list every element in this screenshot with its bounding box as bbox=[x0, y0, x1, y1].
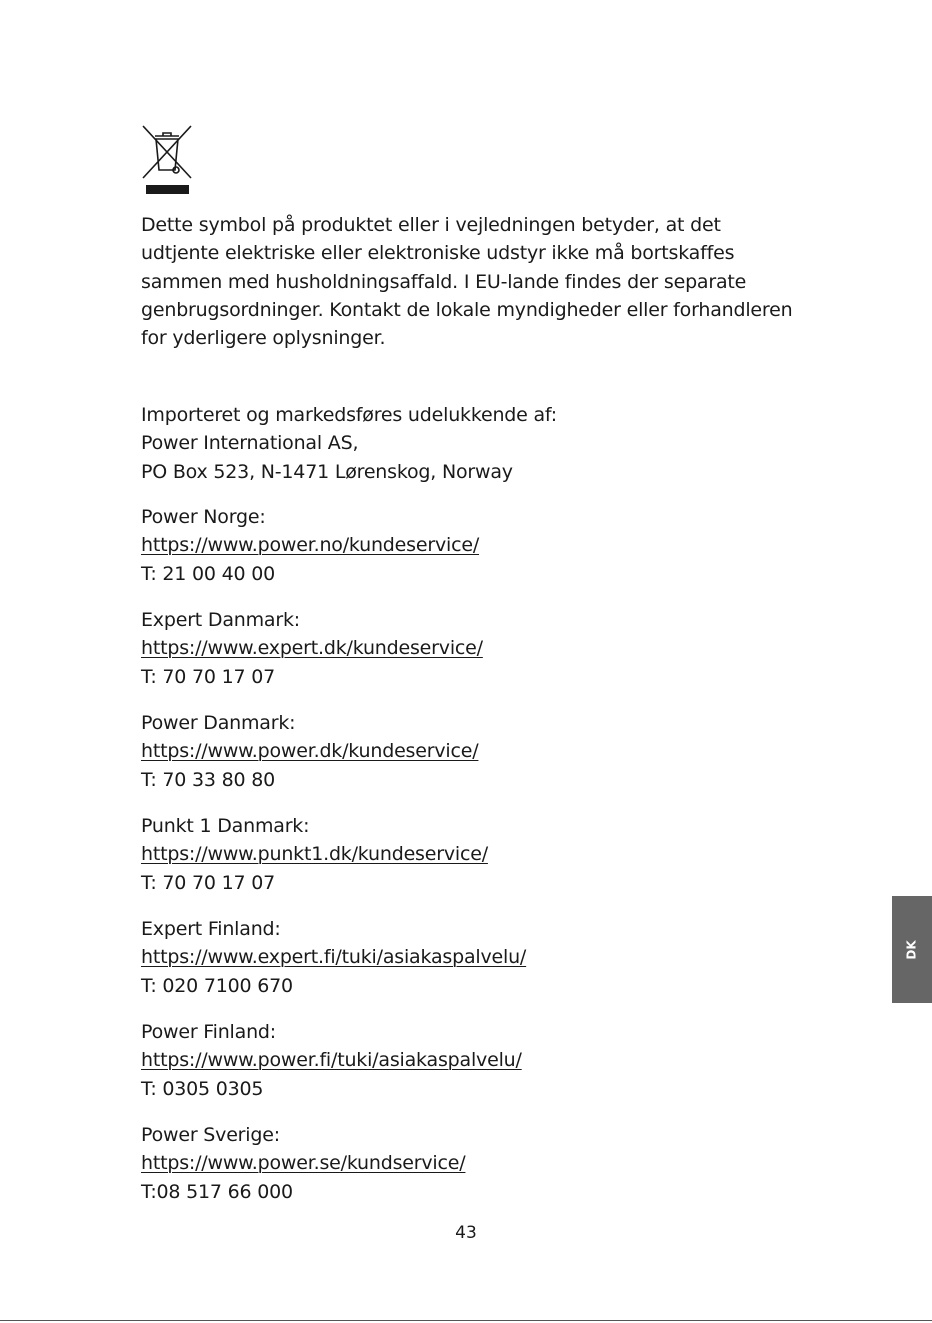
contact-power-sverige bbox=[141, 1121, 465, 1206]
contact-link[interactable]: https://www.power.se/kundservice/ bbox=[141, 1152, 466, 1175]
contact-expert-danmark bbox=[141, 606, 483, 691]
contact-power-norge bbox=[141, 503, 479, 588]
contact-link[interactable]: https://www.expert.dk/kundeservice/ bbox=[141, 637, 483, 660]
importer-line: Power International AS, bbox=[141, 432, 359, 455]
page-number: 43 bbox=[455, 1223, 477, 1243]
contact-phone: T: 70 70 17 07 bbox=[141, 871, 275, 894]
importer-line: Importeret og markedsføres udelukkende af: bbox=[141, 404, 557, 426]
contact-phone: T: 020 7100 670 bbox=[141, 974, 293, 997]
contact-phone: T: 70 33 80 80 bbox=[141, 768, 275, 791]
contact-phone: T: 70 70 17 07 bbox=[141, 665, 275, 688]
crossed-out-wheelie-bin-icon bbox=[141, 124, 193, 196]
contact-name: Power Danmark: bbox=[141, 712, 296, 734]
contact-name: Expert Danmark: bbox=[141, 609, 300, 631]
language-tab-label: DK bbox=[904, 939, 919, 960]
notice-line: genbrugsordninger. Kontakt de lokale myndigheder eller forhandleren bbox=[141, 298, 793, 321]
contact-link[interactable]: https://www.expert.fi/tuki/asiakaspalvelu/ bbox=[141, 946, 527, 969]
contact-name: Expert Finland: bbox=[141, 918, 281, 940]
contact-punkt1-danmark bbox=[141, 812, 488, 897]
contact-name: Punkt 1 Danmark: bbox=[141, 815, 310, 837]
contact-link[interactable]: https://www.power.fi/tuki/asiakaspalvelu/ bbox=[141, 1049, 522, 1072]
importer-info bbox=[141, 401, 557, 486]
contact-name: Power Norge: bbox=[141, 506, 266, 528]
notice-line: for yderligere oplysninger. bbox=[141, 327, 386, 350]
contact-link[interactable]: https://www.power.no/kundeservice/ bbox=[141, 534, 480, 557]
bottom-divider bbox=[0, 1320, 932, 1321]
contact-link[interactable]: https://www.punkt1.dk/kundeservice/ bbox=[141, 843, 488, 866]
weee-disposal-notice bbox=[141, 211, 792, 352]
contact-power-danmark bbox=[141, 709, 478, 794]
notice-line: sammen med husholdningsaffald. I EU-lande findes der separate bbox=[141, 270, 747, 293]
contact-name: Power Sverige: bbox=[141, 1124, 280, 1146]
notice-line: Dette symbol på produktet eller i vejledningen betyder, at det bbox=[141, 214, 721, 236]
importer-line: PO Box 523, N-1471 Lørenskog, Norway bbox=[141, 460, 513, 483]
contact-expert-finland bbox=[141, 915, 526, 1000]
contact-phone: T: 0305 0305 bbox=[141, 1077, 264, 1100]
contact-phone: T:08 517 66 000 bbox=[141, 1180, 293, 1203]
contact-phone: T: 21 00 40 00 bbox=[141, 562, 275, 585]
notice-line: udtjente elektriske eller elektroniske udstyr ikke må bortskaffes bbox=[141, 242, 735, 265]
contact-link[interactable]: https://www.power.dk/kundeservice/ bbox=[141, 740, 479, 763]
language-tab bbox=[892, 896, 932, 1003]
contact-name: Power Finland: bbox=[141, 1021, 276, 1043]
contact-power-finland bbox=[141, 1018, 522, 1103]
